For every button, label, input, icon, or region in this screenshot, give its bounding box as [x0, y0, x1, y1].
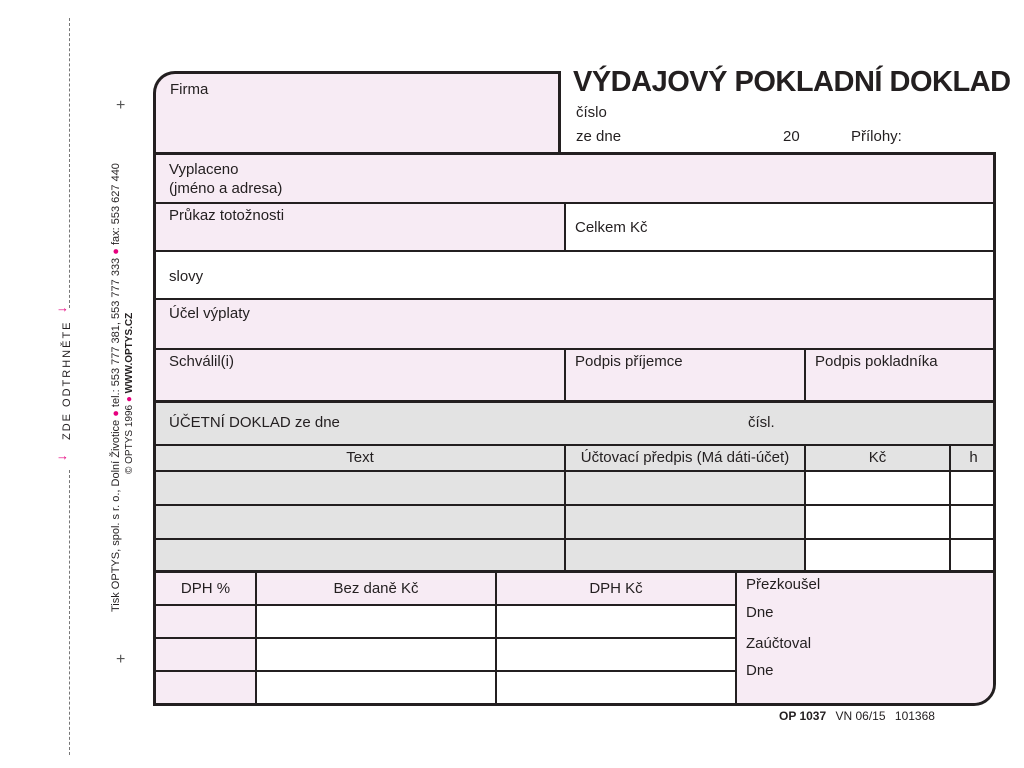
divider — [804, 349, 806, 401]
prezkousel-label: Přezkoušel — [746, 576, 821, 593]
zauctoval-label: Zaúčtoval — [746, 635, 812, 652]
accounting-text-cells — [156, 471, 806, 571]
form-number: 101368 — [894, 709, 935, 723]
divider — [156, 250, 996, 252]
dne-label-2: Dne — [746, 662, 774, 679]
printer-info — [110, 163, 122, 612]
cut-here-label: ZDE ODTRHNĚTE — [61, 320, 73, 440]
accounting-cisl-label: čísl. — [748, 414, 775, 431]
registration-mark-top: + — [116, 97, 126, 114]
bullet-icon: ● — [124, 396, 135, 403]
divider — [156, 298, 996, 300]
website-text: WWW.OPTYS.CZ — [124, 312, 135, 394]
perforation-line-top — [69, 18, 70, 308]
copyright-text: © OPTYS 1996 — [124, 404, 135, 474]
section-divider — [156, 400, 996, 403]
divider — [156, 504, 996, 506]
printer-line: Tisk OPTYS, spol. s r. o., Dolní Životice — [110, 419, 122, 612]
firma-label: Firma — [170, 81, 209, 98]
prukaz-label: Průkaz totožnosti — [169, 207, 285, 224]
accounting-title: ÚČETNÍ DOKLAD ze dne — [169, 414, 340, 431]
divider — [156, 444, 996, 446]
vat-header-vat: DPH Kč — [589, 580, 643, 597]
vyplaceno-label: Vyplaceno — [169, 161, 239, 178]
column-header-kc: Kč — [868, 449, 887, 466]
column-header-posting: Účtovací předpis (Má dáti-účet) — [580, 449, 790, 466]
year-label: 20 — [783, 128, 800, 145]
main-form-frame — [153, 152, 996, 706]
column-header-h: h — [969, 449, 978, 466]
cut-arrow-icon-bottom: → — [56, 448, 69, 463]
divider — [156, 604, 736, 606]
section-divider — [156, 570, 996, 573]
divider — [564, 203, 566, 251]
printer-copyright — [124, 313, 136, 474]
divider — [564, 349, 566, 401]
registration-mark-bottom: + — [116, 651, 126, 668]
divider — [156, 202, 996, 204]
document-title: VÝDAJOVÝ POKLADNÍ DOKLAD — [573, 66, 1011, 98]
bullet-icon: ● — [110, 248, 122, 255]
divider — [156, 348, 996, 350]
divider — [156, 470, 996, 472]
divider — [156, 637, 736, 639]
form-version: VN 06/15 — [835, 709, 886, 723]
cut-arrow-icon-top: → — [56, 300, 69, 315]
printer-fax: fax: 553 627 440 — [110, 163, 122, 246]
firma-box — [153, 71, 561, 155]
ze-dne-label: ze dne — [576, 128, 622, 145]
accounting-amount-cells — [806, 471, 996, 571]
printer-phone: tel.: 553 777 381, 553 777 333 — [110, 257, 122, 408]
podpis-pokladnika-label: Podpis pokladníka — [815, 353, 938, 370]
footer-codes — [779, 709, 935, 723]
podpis-prijemce-label: Podpis příjemce — [575, 353, 683, 370]
vat-percent-cells — [156, 605, 256, 705]
perforation-line-bottom — [69, 470, 70, 755]
cislo-label: číslo — [576, 104, 607, 121]
slovy-row — [156, 251, 996, 299]
divider — [156, 670, 736, 672]
schvalil-label: Schválil(i) — [169, 353, 235, 370]
divider — [156, 538, 996, 540]
ucel-row — [156, 299, 996, 349]
column-header-text: Text — [346, 449, 374, 466]
jmeno-adresa-label: (jméno a adresa) — [169, 180, 283, 197]
dne-label-1: Dne — [746, 604, 774, 621]
bullet-icon: ● — [110, 410, 122, 417]
vat-header-base: Bez daně Kč — [333, 580, 419, 597]
divider — [735, 573, 737, 706]
ucel-label: Účel výplaty — [169, 305, 250, 322]
vat-header-percent: DPH % — [180, 580, 231, 597]
slovy-label: slovy — [169, 268, 204, 285]
prilohy-label: Přílohy: — [851, 128, 902, 145]
celkem-label: Celkem Kč — [575, 219, 648, 236]
form-code: OP 1037 — [779, 709, 827, 723]
